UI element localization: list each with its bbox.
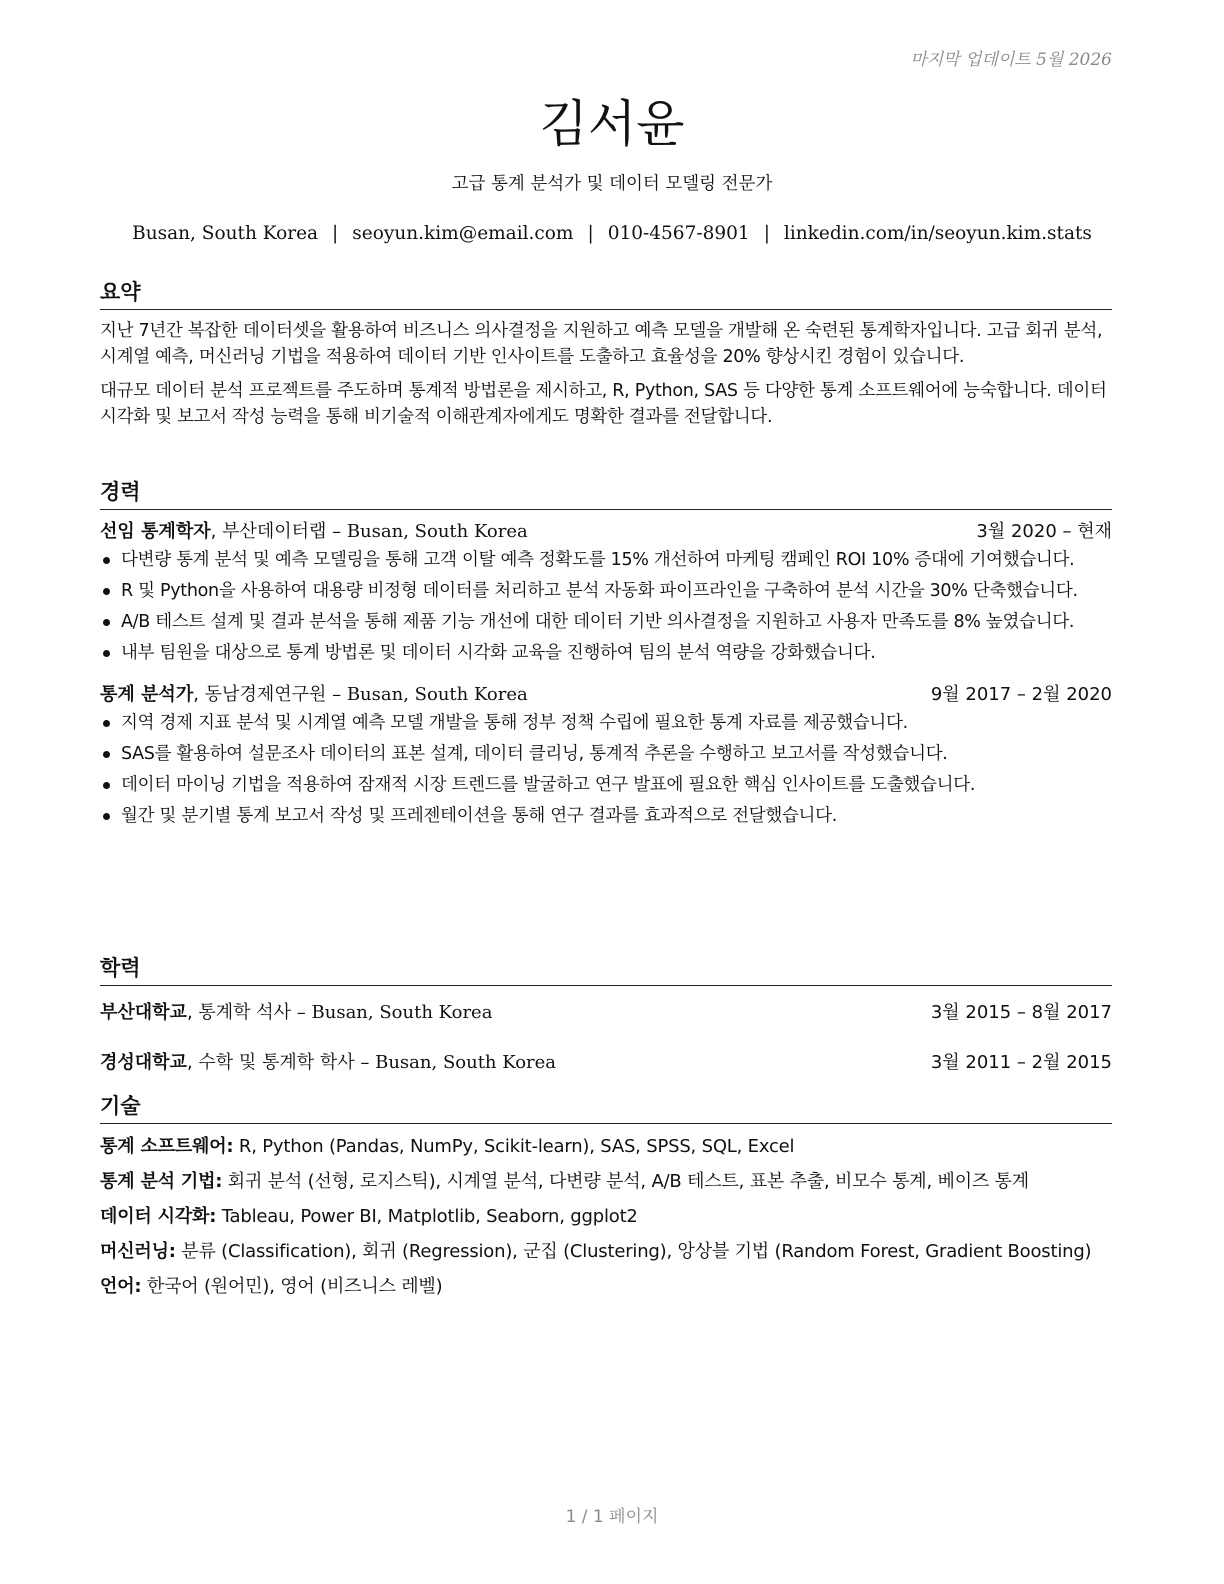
skill-row [100,1239,1112,1265]
skill-label: 데이터 시각화: [100,1206,217,1227]
job-role: 선임 통계학자 [100,521,211,542]
skills-section [100,1090,1112,1309]
summary-paragraph: 대규모 데이터 분석 프로젝트를 주도하며 통계적 방법론을 제시하고, R, Python, SAS 등 다양한 통계 소프트웨어에 능숙합니다. 데이터 시각화 및 보고서 작성 능력을 통해 비기술적 이해관계자에게도 명확한 결과를 전달합니다. [100,381,1107,427]
skill-row [100,1204,1112,1230]
experience-section [100,476,1112,834]
contact-location: Busan, South Korea [132,223,319,244]
job-header [100,682,1112,708]
job-bullets [100,547,1112,666]
skill-value: 분류 (Classification), 회귀 (Regression), 군집 (Clustering), 앙상블 기법 (Random Forest, Gradient Boosting) [175,1241,1092,1262]
education-location: – Busan, South Korea [354,1052,557,1073]
skill-row [100,1274,1112,1300]
education-entry [100,1000,1112,1026]
education-dates: 3월 2015 – 8월 2017 [930,1002,1112,1023]
skill-value: R, Python (Pandas, NumPy, Scikit-learn), SAS, SPSS, SQL, Excel [233,1136,795,1157]
skill-label: 언어: [100,1276,142,1297]
job-dates: 9월 2017 – 2월 2020 [930,684,1112,705]
summary-paragraph: 지난 7년간 복잡한 데이터셋을 활용하여 비즈니스 의사결정을 지원하고 예측 모델을 개발해 온 숙련된 통계학자입니다. 고급 회귀 분석, 시계열 예측, 머신러닝 기법을 적용하여 데이터 기반 인사이트를 도출하고 효율성을 20% 향상시킨 경험이 있습니다. [100,321,1103,367]
skill-label: 머신러닝: [100,1241,176,1262]
education-section [100,952,1112,1076]
job-role: 통계 분석가 [100,684,194,705]
skill-value: 회귀 분석 (선형, 로지스틱), 시계열 분석, 다변량 분석, A/B 테스트, 표본 추출, 비모수 통계, 베이즈 통계 [222,1171,1029,1192]
list-item: 내부 팀원을 대상으로 통계 방법론 및 데이터 시각화 교육을 진행하여 팀의 분석 역량을 강화했습니다. [100,640,1112,666]
school-name: 부산대학교 [100,1002,187,1023]
section-title-summary: 요약 [100,276,1112,310]
list-item: SAS를 활용하여 설문조사 데이터의 표본 설계, 데이터 클리닝, 통계적 추론을 수행하고 보고서를 작성했습니다. [100,741,1112,767]
candidate-name: 김서윤 [539,95,685,153]
job-location: – Busan, South Korea [326,684,528,705]
job-bullets [100,710,1112,829]
list-item: 월간 및 분기별 통계 보고서 작성 및 프레젠테이션을 통해 연구 결과를 효과적으로 전달했습니다. [100,803,1112,829]
summary-section [100,276,1112,430]
job-entry [100,682,1112,829]
contact-line: Busan, South Korea | seoyun.kim@email.com | 010-4567-8901 | linkedin.com/in/seoyun.kim.stats [132,223,1092,244]
job-org: , 부산데이터랩 [210,521,327,542]
education-location: – Busan, South Korea [291,1002,493,1023]
contact-phone[interactable]: 010-4567-8901 [607,223,750,244]
list-item: 다변량 통계 분석 및 예측 모델링을 통해 고객 이탈 예측 정확도를 15% 개선하여 마케팅 캠페인 ROI 10% 증대에 기여했습니다. [100,547,1112,573]
skill-row [100,1134,1112,1160]
section-title-experience: 경력 [100,476,1112,510]
skill-value: 한국어 (원어민), 영어 (비즈니스 레벨) [141,1276,443,1297]
degree: , 통계학 석사 [186,1002,292,1023]
contact-linkedin[interactable]: linkedin.com/in/seoyun.kim.stats [783,223,1092,244]
education-entry [100,1050,1112,1076]
school-name: 경성대학교 [100,1052,187,1073]
page-number: 1 / 1 페이지 [565,1507,659,1527]
list-item: 데이터 마이닝 기법을 적용하여 잠재적 시장 트렌드를 발굴하고 연구 발표에 필요한 핵심 인사이트를 도출했습니다. [100,772,1112,798]
last-updated: 마지막 업데이트 5월 2026 [910,50,1112,70]
job-header [100,519,1112,545]
job-location: – Busan, South Korea [326,521,528,542]
job-org: , 동남경제연구원 [193,684,327,705]
contact-email[interactable]: seoyun.kim@email.com [352,223,574,244]
job-dates: 3월 2020 – 현재 [976,521,1112,542]
skill-label: 통계 소프트웨어: [100,1136,234,1157]
skill-value: Tableau, Power BI, Matplotlib, Seaborn, ggplot2 [216,1206,638,1227]
candidate-subtitle: 고급 통계 분석가 및 데이터 모델링 전문가 [451,174,773,194]
section-title-skills: 기술 [100,1090,1112,1124]
education-dates: 3월 2011 – 2월 2015 [930,1052,1112,1073]
list-item: R 및 Python을 사용하여 대용량 비정형 데이터를 처리하고 분석 자동화 파이프라인을 구축하여 분석 시간을 30% 단축했습니다. [100,578,1112,604]
list-item: A/B 테스트 설계 및 결과 분석을 통해 제품 기능 개선에 대한 데이터 기반 의사결정을 지원하고 사용자 만족도를 8% 높였습니다. [100,609,1112,635]
list-item: 지역 경제 지표 분석 및 시계열 예측 모델 개발을 통해 정부 정책 수립에 필요한 통계 자료를 제공했습니다. [100,710,1112,736]
skill-label: 통계 분석 기법: [100,1171,223,1192]
section-title-education: 학력 [100,952,1112,986]
skill-row [100,1169,1112,1195]
job-entry [100,519,1112,666]
degree: , 수학 및 통계학 학사 [186,1052,355,1073]
